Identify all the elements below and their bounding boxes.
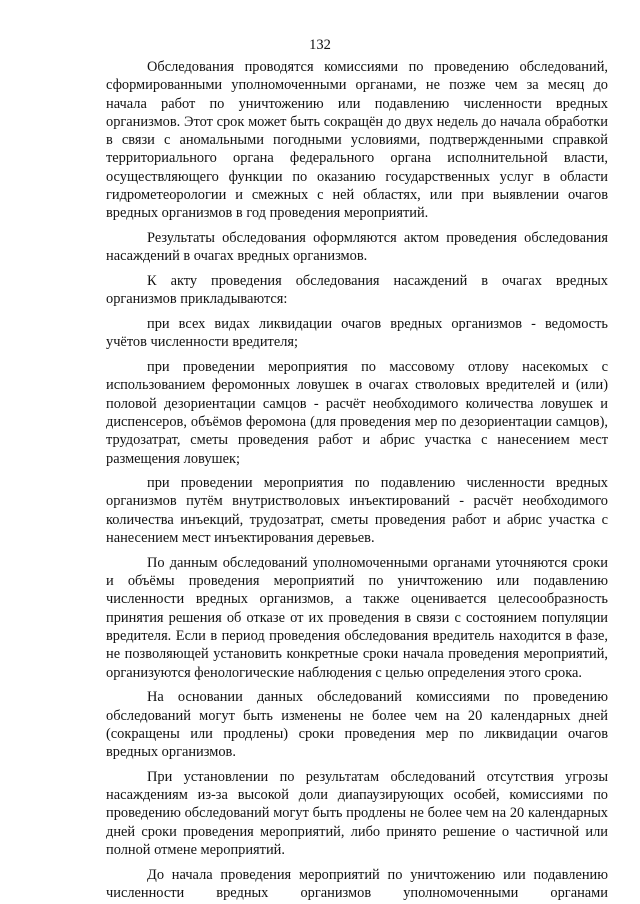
- paragraph-postponement: При установлении по результатам обследований отсутствия угрозы насаждениям из-за высокой доли диапаузирующих особей, комиссиями по проведению обследований могут быть продлены не более чем на 20 календарных дней сроки проведения мероприятий, либо принято решение о частичной или полной отмене мероприятий.: [106, 768, 608, 858]
- paragraph-pest-census: при всех видах ликвидации очагов вредных организмов - ведомость учётов численности вредителя;: [106, 316, 608, 351]
- paragraph-schedule-change: На основании данных обследований комиссиями по проведению обследований могут быть изменены не более чем на 20 календарных дней (сокращены или продлены) сроки проведения мер по ликвидации очагов вредных организмов.: [106, 689, 608, 761]
- paragraph-before-measures: До начала проведения мероприятий по уничтожению или подавлению численности вредных организмов уполномоченными органами: [106, 866, 608, 901]
- paragraph-act-attachments: К акту проведения обследования насаждений в очагах вредных организмов прикладываются:: [106, 273, 608, 308]
- body-text: [106, 58, 608, 902]
- paragraph-timing-clarification: По данным обследований уполномоченными органами уточняются сроки и объёмы проведения мероприятий по уничтожению или подавлению численности вредных организмов, а также оценивается целесообразность принятия решения об отказе от их проведения в связи с состоянием популяции вредителя. Если в период проведения обследования вредитель находится в фазе, не позволяющей установить конкретные сроки начала проведения мероприятий, организуются фенологические наблюдения с целью определения этого срока.: [106, 554, 608, 681]
- paragraph-pheromone-traps: при проведении мероприятия по массовому отлову насекомых с использованием феромонных ловушек в очагах стволовых вредителей и (или) половой дезориентации самцов - расчёт необходимого количества ловушек и диспенсеров, объёмов феромона (для проведения мер по дезориентации самцов), трудозатрат, сметы проведения работ и абрис участка с нанесением мест размещения ловушек;: [106, 359, 608, 467]
- paragraph-inspection-timing: Обследования проводятся комиссиями по проведению обследований, сформированными уполномоченными органами, не позже чем за месяц до начала работ по уничтожению или подавлению численности вредных организмов. Этот срок может быть сокращён до двух недель до начала обработки в связи с аномальными погодными условиями, подтвержденными справкой территориального органа федерального органа исполнительной власти, осуществляющего функции по оказанию государственных услуг в области гидрометеорологии и смежных с ней областях, или при выявлении очагов вредных организмов в год проведения мероприятий.: [106, 59, 608, 222]
- page-number: 132: [309, 37, 331, 53]
- paragraph-stem-injections: при проведении мероприятия по подавлению численности вредных организмов путём внутриствoловых инъектирований - расчёт необходимого количества инъекций, трудозатрат, сметы проведения работ и абрис участка с нанесением мест инъектирования деревьев.: [106, 475, 608, 547]
- paragraph-inspection-results: Результаты обследования оформляются актом проведения обследования насаждений в очагах вредных организмов.: [106, 230, 608, 265]
